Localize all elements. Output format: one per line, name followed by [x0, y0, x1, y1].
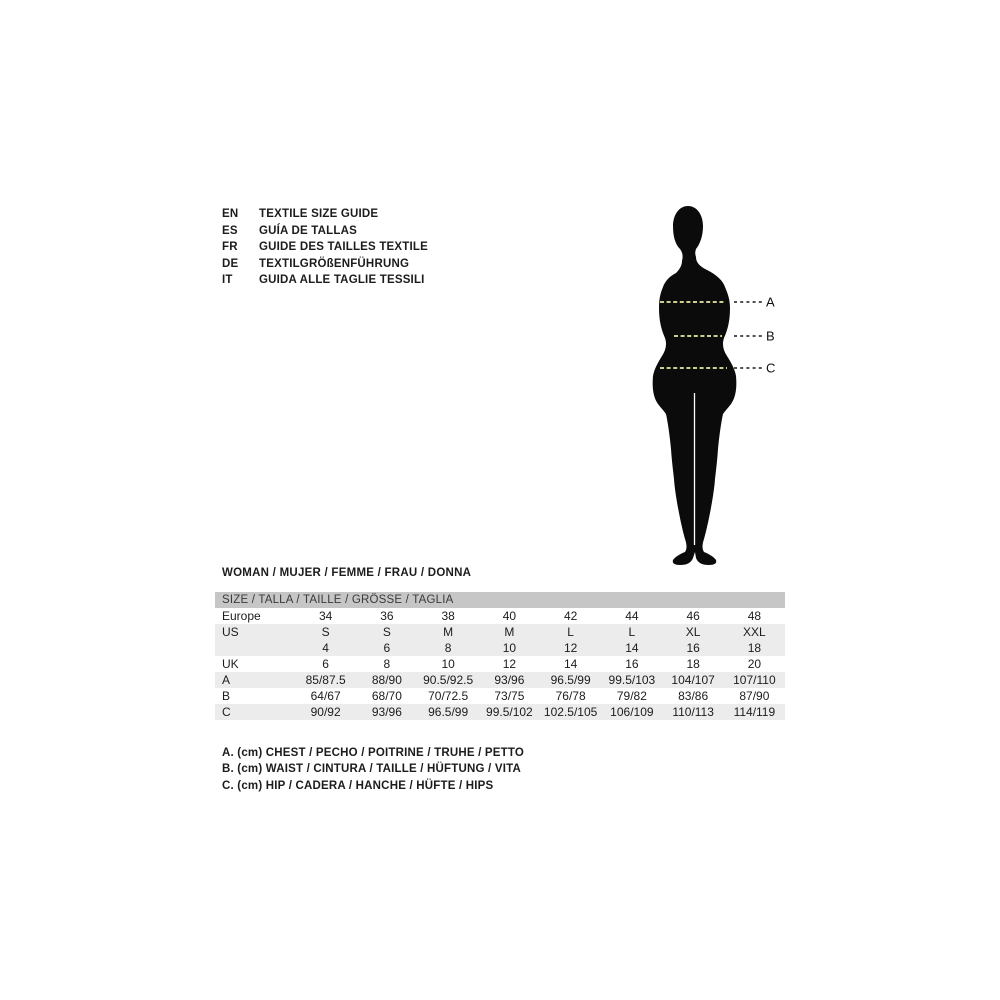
marker-label-a: A — [766, 294, 775, 310]
measurement-legend — [222, 745, 524, 794]
size-value-cell: M — [443, 625, 454, 639]
legend-line-chest: A. (cm) CHEST / PECHO / POITRINE / TRUHE / PETTO — [222, 747, 525, 759]
size-value-cell: M — [504, 625, 515, 639]
size-value-cell: 110/113 — [672, 705, 714, 719]
language-row-fr — [222, 239, 428, 256]
size-value-cell: 87/90 — [739, 689, 770, 703]
size-value-cell: 12 — [563, 641, 578, 655]
size-value-cell: 114/119 — [733, 705, 776, 719]
size-value-cell: 6 — [322, 657, 329, 671]
size-value-cell: 38 — [441, 609, 455, 623]
size-value-cell: L — [628, 625, 636, 639]
row-label: A — [222, 673, 231, 687]
size-value-cell: 79/82 — [616, 689, 647, 703]
legend-line-waist: B. (cm) WAIST / CINTURA / TAILLE / HÜFTUNG / VITA — [222, 763, 521, 776]
row-label: B — [222, 689, 231, 703]
row-label — [215, 640, 295, 656]
guide-title: GUIDE DES TAILLES TEXTILE — [259, 241, 428, 254]
size-value-cell: 90.5/92.5 — [423, 673, 474, 687]
size-value-cell: XXL — [743, 625, 766, 639]
size-value-cell: 70/72.5 — [428, 689, 469, 703]
row-label: C — [222, 705, 231, 719]
size-table-row — [215, 640, 785, 656]
size-value-cell: 4 — [322, 641, 329, 655]
size-value-cell: 68/70 — [371, 689, 402, 703]
size-value-cell: 18 — [747, 641, 762, 655]
size-value-cell: 8 — [383, 657, 391, 671]
size-table-header: SIZE / TALLA / TAILLE / GRÖSSE / TAGLIA — [215, 592, 785, 608]
language-row-en — [222, 206, 428, 223]
guide-title: GUIDA ALLE TAGLIE TESSILI — [259, 274, 425, 287]
size-value-cell: 14 — [625, 641, 639, 655]
size-value-cell: 36 — [380, 609, 394, 623]
gender-heading: WOMAN / MUJER / FEMME / FRAU / DONNA — [222, 567, 472, 579]
size-value-cell: 20 — [747, 657, 762, 671]
language-row-es — [222, 223, 428, 240]
size-table-row — [215, 688, 785, 704]
size-value-cell: 34 — [318, 609, 333, 623]
row-label: US — [222, 625, 239, 639]
language-row-it — [222, 272, 428, 289]
size-value-cell: 10 — [441, 657, 455, 671]
size-value-cell: 16 — [686, 641, 700, 655]
size-value-cell: 14 — [563, 657, 578, 671]
size-value-cell: 93/96 — [371, 705, 402, 719]
language-code: FR — [222, 241, 238, 254]
size-value-cell: 107/110 — [733, 673, 776, 687]
marker-label-b: B — [766, 328, 775, 344]
size-value-cell: 88/90 — [371, 673, 402, 687]
size-value-cell: 12 — [502, 657, 517, 671]
size-value-cell: S — [321, 625, 330, 639]
size-value-cell: 8 — [444, 641, 452, 655]
row-label: UK — [222, 657, 239, 671]
size-value-cell: 44 — [625, 609, 639, 623]
size-value-cell: 102.5/105 — [543, 705, 598, 719]
size-value-cell: 83/86 — [678, 689, 709, 703]
size-value-cell: 18 — [686, 657, 700, 671]
size-table-row — [215, 608, 785, 624]
language-code: EN — [222, 208, 239, 220]
size-value-cell: 96.5/99 — [428, 705, 469, 719]
size-value-cell: 106/109 — [610, 705, 654, 719]
marker-label-c: C — [766, 360, 776, 376]
legend-line-hip: C. (cm) HIP / CADERA / HANCHE / HÜFTE / HIPS — [222, 779, 494, 792]
size-table-row — [215, 624, 785, 640]
size-value-cell: 76/78 — [555, 689, 586, 703]
size-table — [215, 592, 785, 720]
language-code: ES — [222, 224, 238, 237]
size-value-cell: 48 — [747, 609, 762, 623]
size-value-cell: 10 — [502, 641, 517, 655]
size-value-cell: S — [382, 625, 391, 639]
size-value-cell: 64/67 — [310, 689, 341, 703]
language-row-de — [222, 256, 428, 273]
guide-title: TEXTILE SIZE GUIDE — [259, 208, 379, 220]
size-value-cell: L — [567, 625, 574, 639]
language-code: DE — [222, 257, 239, 270]
size-table-row — [215, 704, 785, 720]
size-value-cell: 46 — [686, 609, 700, 623]
woman-silhouette-figure — [630, 195, 790, 575]
size-value-cell: 90/92 — [310, 705, 341, 719]
size-value-cell: 42 — [563, 609, 578, 623]
size-table-row — [215, 656, 785, 672]
size-value-cell: XL — [685, 625, 701, 639]
size-table-body — [215, 608, 785, 720]
size-value-cell: 85/87.5 — [305, 673, 346, 687]
guide-title: GUÍA DE TALLAS — [259, 224, 357, 237]
size-table-row — [215, 672, 785, 688]
size-value-cell: 93/96 — [494, 673, 525, 687]
language-code: IT — [222, 274, 233, 287]
row-label: Europe — [222, 609, 261, 623]
size-value-cell: 16 — [625, 657, 639, 671]
size-value-cell: 104/107 — [671, 673, 715, 687]
size-value-cell: 73/75 — [494, 689, 525, 703]
size-value-cell: 99.5/102 — [486, 705, 533, 719]
size-value-cell: 99.5/103 — [608, 673, 656, 687]
size-value-cell: 40 — [502, 609, 517, 623]
language-title-list — [222, 206, 428, 289]
size-value-cell: 6 — [383, 641, 391, 655]
size-value-cell: 96.5/99 — [550, 673, 591, 687]
guide-title: TEXTILGRÖßENFÜHRUNG — [259, 257, 410, 270]
